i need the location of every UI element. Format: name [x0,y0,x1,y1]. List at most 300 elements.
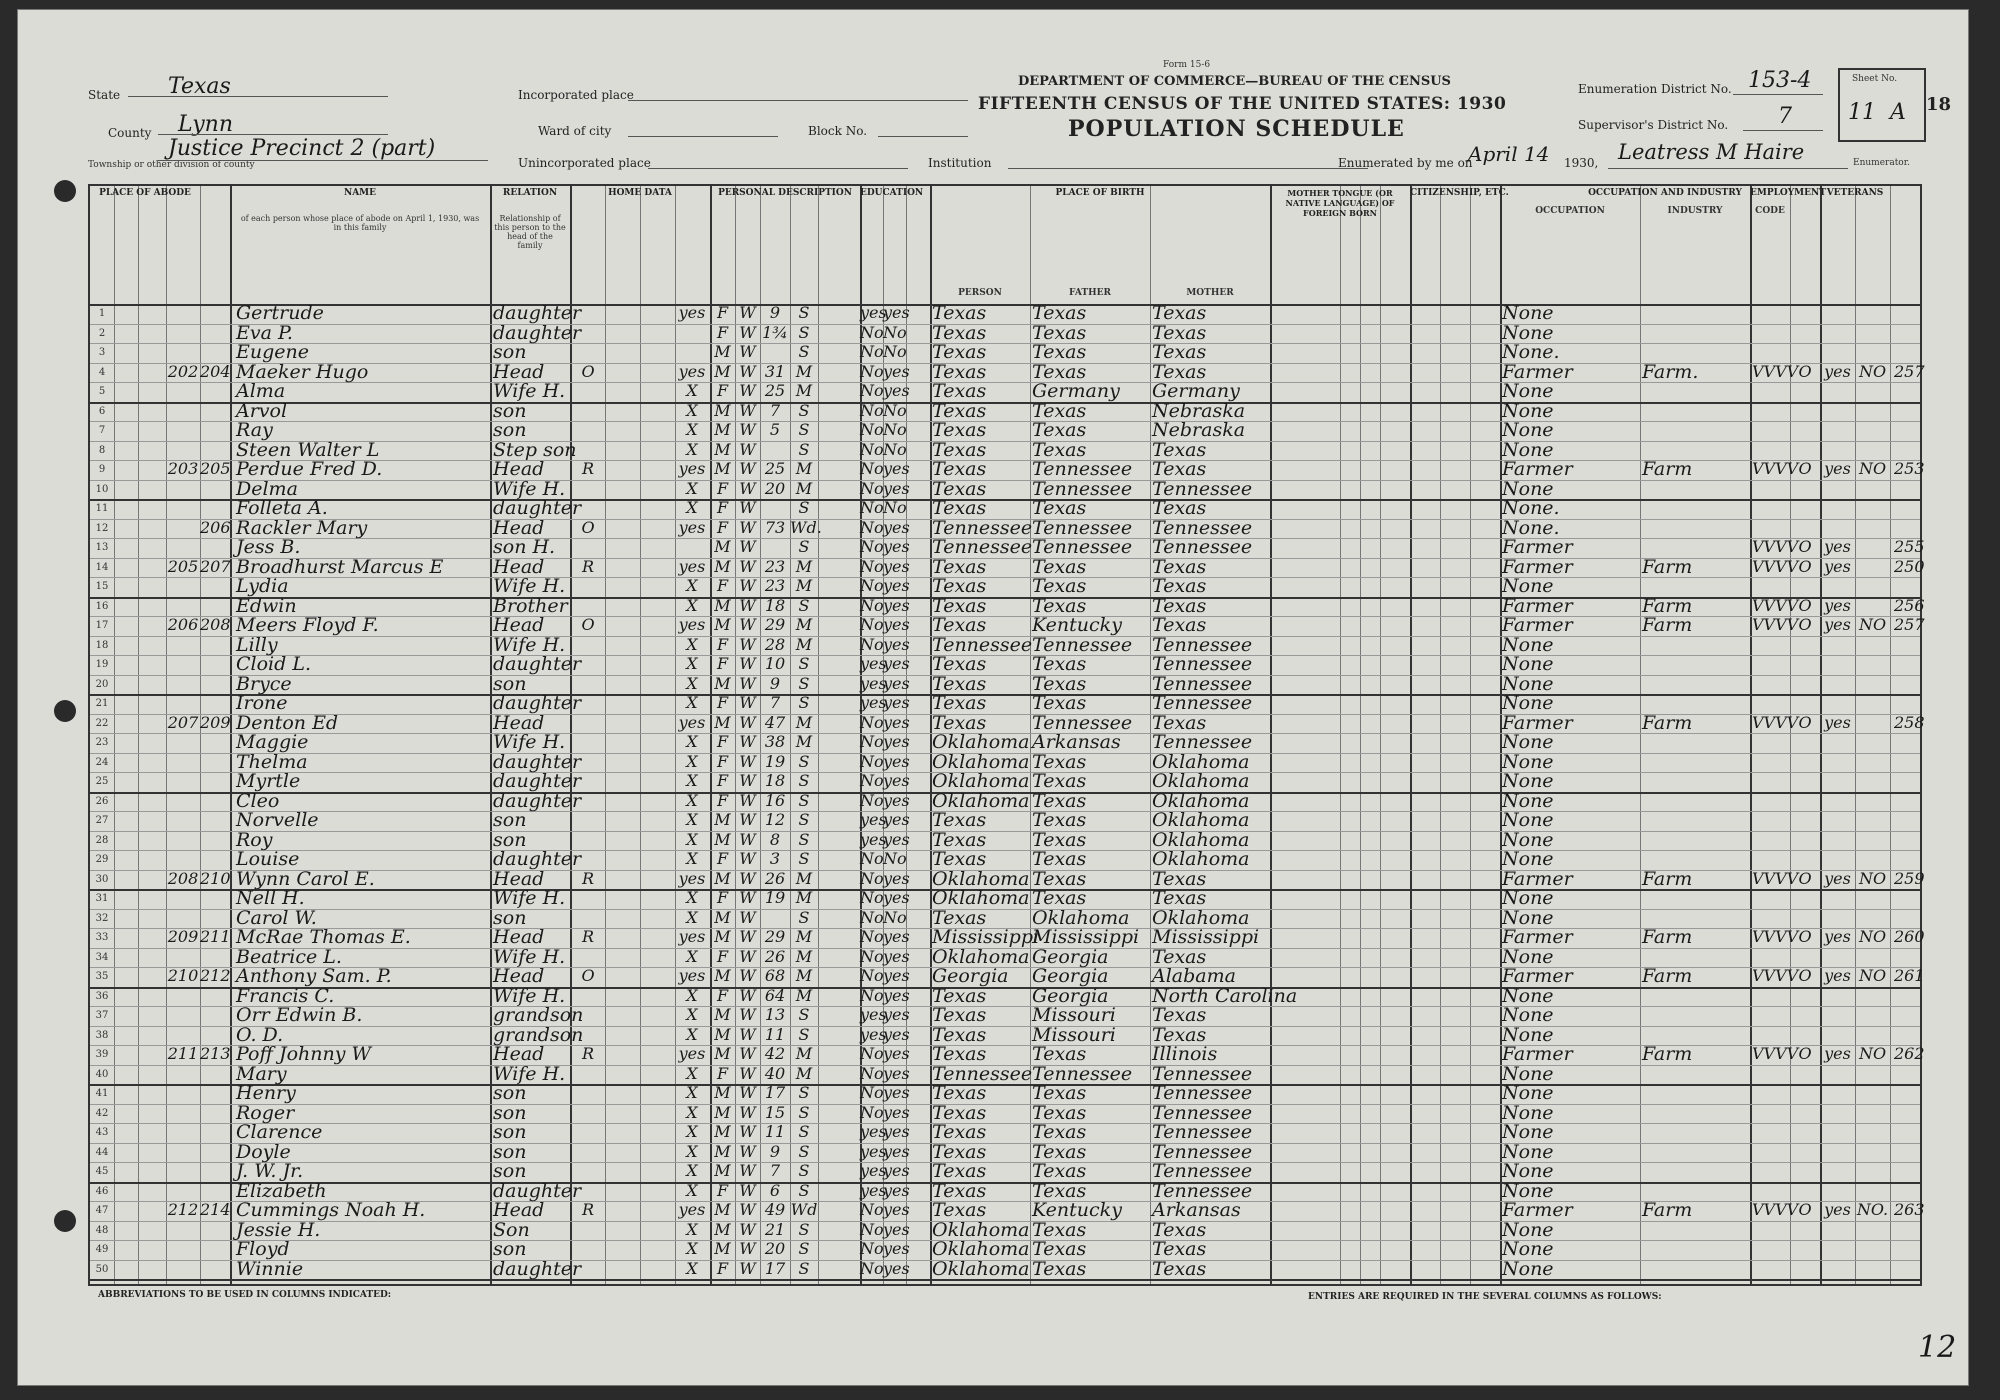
row-number: 44 [95,1146,109,1158]
cell-mar: M [795,1044,813,1063]
row-number: 26 [95,795,109,807]
cell-read: yes [883,1141,910,1161]
cell-rel: daughter [493,848,582,870]
column-rule [1890,186,1891,1284]
cell-race: W [739,829,756,849]
row-number: 12 [95,522,109,534]
cell-rel: son [493,1101,527,1124]
enumerator-label: Enumerator. [1853,158,1910,168]
cell-occ: None [1502,672,1554,695]
enumerator-name: Leatress M Haire [1618,140,1805,164]
cell-occ: Farmer [1502,614,1573,636]
column-rule [1790,186,1791,1284]
group-home: HOME DATA [608,188,672,198]
cell-occ: None [1502,302,1554,324]
cell-fbp: Texas [1032,1218,1087,1241]
column-rule [605,186,606,1284]
row-number: 23 [95,737,109,748]
cell-read: yes [883,537,910,556]
cell-race: W [739,966,756,985]
cell-farm-number: 261 [1894,966,1925,985]
row-number: 50 [95,1263,109,1275]
group-occupation: OCCUPATION AND INDUSTRY [1588,188,1742,198]
cell-farm: X [686,478,698,498]
column-rule [1820,186,1822,1284]
cell-ind: Farm [1642,1043,1693,1065]
cell-occ: None. [1502,341,1560,363]
cell-mbp: Texas [1152,575,1207,597]
cell-school: No [860,966,884,985]
cell-school: No [860,985,884,1005]
cell-farm: X [686,732,698,751]
cell-bp: Texas [932,1023,987,1046]
cell-race: W [739,420,756,439]
cell-sex: M [714,829,731,849]
cell-mbp: North Carolina [1152,984,1298,1007]
cell-mbp: Oklahoma [1152,770,1250,792]
cell-mbp: Texas [1152,945,1207,968]
cell-fbp: Kentucky [1032,1199,1122,1221]
cell-name: O. D. [236,1023,284,1046]
cell-fbp: Texas [1032,497,1087,519]
cell-occ: None [1502,1257,1554,1280]
row-number: 6 [98,405,106,417]
cell-name: Edwin [236,594,297,617]
cell-work: yes [1824,459,1851,478]
cell-fbp: Texas [1032,828,1087,851]
cell-age: 6 [769,1180,781,1200]
cell-sex: F [716,654,729,673]
cell-school: No [860,498,884,517]
cell-bp: Texas [932,302,987,324]
enumerated-label: Enumerated by me on [1338,156,1473,170]
cell-mar: S [798,790,810,810]
cell-read: yes [883,1239,910,1258]
cell-home: R [581,1044,595,1063]
cell-occ: None [1502,906,1554,929]
cell-sex: M [714,907,731,927]
cell-age: 5 [769,420,781,439]
cell-farm: yes [678,966,706,985]
cell-school: No [860,342,884,361]
cell-mbp: Nebraska [1152,419,1246,441]
cell-mbp: Tennessee [1152,653,1253,675]
cell-name: Doyle [236,1140,291,1163]
cell-fbp: Texas [1032,594,1087,617]
cell-rel: daughter [493,692,582,714]
cell-name: Meers Floyd F. [236,614,379,636]
cell-occ: Farmer [1502,555,1573,578]
cell-school: No [860,790,884,810]
cell-sex: M [714,459,731,478]
cell-rel: son H. [493,536,556,558]
cell-mbp: Tennessee [1152,1082,1253,1104]
cell-school: yes [860,1122,887,1141]
cell-rel: Son [493,1218,530,1241]
cell-fbp: Texas [1032,575,1087,597]
cell-bp: Texas [932,653,987,675]
cell-rel: Head [493,926,545,948]
cell-farm: X [686,673,698,693]
cell-farm: X [686,771,698,790]
cell-occ: None [1502,419,1554,441]
cell-fbp: Texas [1032,438,1087,461]
cell-mbp: Nebraska [1152,399,1246,422]
cell-fam: 213 [200,1044,231,1063]
cell-school: No [860,1102,884,1122]
cell-mar: S [798,1024,810,1044]
cell-name: Norvelle [236,809,319,831]
cell-school: No [860,361,884,381]
cell-sex: M [714,868,731,888]
cell-sex: M [714,556,731,576]
cell-age: 1¾ [762,322,788,342]
cell-mar: S [798,1102,810,1122]
cell-ind: Farm [1642,926,1693,948]
cell-code: VVVV [1752,361,1799,381]
row-number: 21 [95,698,109,709]
cell-race: W [739,654,756,673]
cell-mar: S [798,810,810,829]
cell-sex: M [714,1239,731,1258]
cell-mbp: Tennessee [1152,516,1253,539]
birth-mother-head: MOTHER [1186,288,1234,298]
department-title: DEPARTMENT OF COMMERCE—BUREAU OF THE CENSUS [1018,74,1451,89]
cell-race: W [739,1005,756,1024]
cell-sex: F [716,478,729,498]
cell-vet: NO [1858,615,1887,634]
cell-rel: Brother [493,594,568,617]
cell-occ: None [1502,828,1554,851]
cell-sex: M [714,1141,731,1161]
cell-fbp: Texas [1032,1043,1087,1065]
cell-name: Thelma [236,750,308,773]
cell-school: No [860,1083,884,1102]
cell-mbp: Texas [1152,1238,1207,1260]
cell-rel: Head [493,867,545,890]
cell-school: yes [860,303,887,322]
cell-farm: yes [678,927,706,946]
cell-farm-number: 259 [1894,868,1925,888]
cell-name: Eva P. [236,321,293,344]
cell-read: No [883,907,907,927]
cell-mar: S [798,420,810,439]
cell-race: W [739,1063,756,1083]
cell-farm: X [686,576,698,595]
cell-read: yes [883,751,910,771]
cell-name: Mary [236,1062,287,1085]
cell-rel: son [493,1238,527,1260]
cell-rel: son [493,672,527,695]
institution-label: Institution [928,156,992,170]
cell-bp: Tennessee [932,1062,1033,1085]
cell-mar: S [798,1258,810,1278]
cell-vet: NO. [1856,1200,1889,1219]
cell-mar: S [798,303,810,322]
column-rule [1380,186,1381,1284]
cell-mbp: Texas [1152,497,1207,519]
cell-wc: O [1798,868,1812,888]
cell-read: yes [883,615,910,634]
cell-fbp: Tennessee [1032,516,1133,539]
cell-age: 29 [764,927,786,946]
cell-farm: X [686,1024,698,1044]
cell-name: J. W. Jr. [236,1160,304,1182]
cell-sex: M [714,673,731,693]
cell-rel: daughter [493,1257,582,1280]
cell-farm: X [686,1102,698,1122]
cell-rel: son [493,1160,527,1182]
cell-school: No [860,849,884,868]
cell-name: Elizabeth [236,1179,327,1202]
cell-sex: F [716,1180,729,1200]
cell-read: yes [883,712,910,732]
cell-code: VVVV [1752,595,1799,615]
cell-mar: M [795,478,813,498]
cell-read: yes [883,1258,910,1278]
cell-work: yes [1824,537,1851,556]
cell-fbp: Mississippi [1032,926,1140,948]
cell-rel: son [493,1140,527,1163]
cell-name: Cummings Noah H. [236,1199,426,1221]
column-rule [1340,186,1341,1284]
cell-farm-number: 263 [1894,1200,1925,1219]
cell-school: No [860,771,884,790]
column-rule [1360,186,1361,1284]
cell-occ: None [1502,887,1554,909]
row-number: 46 [95,1185,109,1197]
cell-occ: None [1502,770,1554,792]
cell-wc: O [1798,361,1812,381]
cell-farm: X [686,829,698,849]
cell-sex: M [714,615,731,634]
cell-occ: None [1502,809,1554,831]
cell-fbp: Texas [1032,867,1087,890]
cell-read: yes [883,303,910,322]
cell-occ: Farmer [1502,458,1573,480]
cell-age: 17 [764,1083,786,1102]
cell-read: yes [883,459,910,478]
cell-read: yes [883,966,910,985]
cell-mar: M [795,615,813,634]
cell-race: W [739,361,756,381]
cell-bp: Texas [932,380,987,402]
cell-vet: NO [1858,361,1887,381]
cell-name: Alma [236,380,286,402]
cell-mbp: Texas [1152,867,1207,890]
cell-mbp: Arkansas [1152,1199,1241,1221]
cell-occ: None [1502,321,1554,344]
row-number: 35 [95,971,109,982]
row-number: 13 [95,542,109,553]
cell-fbp: Texas [1032,1121,1087,1143]
cell-race: W [739,868,756,888]
column-rule [1030,186,1031,1284]
cell-ind: Farm [1642,711,1693,734]
cell-fbp: Georgia [1032,965,1109,987]
year-label: 1930, [1564,156,1599,170]
cell-code: VVVV [1752,712,1799,732]
group-education: EDUCATION [860,188,924,198]
cell-mbp: Texas [1152,594,1207,617]
cell-code: VVVV [1752,1044,1799,1063]
cell-farm: X [686,1005,698,1024]
cell-bp: Texas [932,809,987,831]
cell-rel: Wife H. [493,575,566,597]
cell-farm: X [686,693,698,712]
cell-wc: O [1798,615,1812,634]
cell-mbp: Texas [1152,1257,1207,1280]
row-number: 24 [95,756,109,768]
cell-mbp: Texas [1152,1218,1207,1241]
cell-name: Floyd [236,1238,290,1260]
sheet-number-box [1838,68,1926,142]
cell-mar: S [798,771,810,790]
cell-mar: M [795,634,813,654]
cell-age: 64 [764,985,786,1005]
cell-school: No [860,556,884,576]
cell-bp: Texas [932,594,987,617]
cell-bp: Texas [932,711,987,734]
cell-sex: F [716,693,729,712]
cell-school: No [860,732,884,751]
cell-farm-number: 260 [1894,927,1925,946]
cell-bp: Texas [932,321,987,344]
cell-sex: F [716,303,729,322]
cell-race: W [739,1122,756,1141]
cell-rel: daughter [493,750,582,773]
cell-ind: Farm [1642,594,1693,617]
cell-dw: 212 [167,1200,199,1219]
cell-mbp: Tennessee [1152,633,1253,656]
cell-work: yes [1824,868,1851,888]
cell-mbp: Tennessee [1152,1140,1253,1163]
cell-occ: None [1502,1218,1554,1241]
row-number: 2 [98,327,106,339]
cell-age: 7 [769,400,781,420]
cell-mar: Wd [790,1200,818,1219]
cell-age: 11 [764,1122,786,1141]
cell-rel: Wife H. [493,731,566,753]
cell-age: 38 [764,732,786,751]
cell-race: W [739,478,756,498]
cell-occ: None [1502,1101,1554,1124]
cell-race: W [739,849,756,868]
cell-race: W [739,1024,756,1044]
cell-occ: None [1502,477,1554,500]
cell-rel: son [493,809,527,831]
cell-read: yes [883,732,910,751]
cell-age: 18 [764,595,786,615]
cell-farm-number: 250 [1894,556,1925,576]
cell-code: VVVV [1752,868,1799,888]
cell-rel: Wife H. [493,380,566,402]
cell-home: R [581,927,595,946]
binder-hole [54,700,76,722]
cell-name: Eugene [236,341,309,363]
cell-ind: Farm [1642,965,1693,987]
cell-farm: yes [678,712,706,732]
cell-dw: 202 [167,361,199,381]
cell-school: yes [860,1180,887,1200]
cell-race: W [739,1083,756,1102]
cell-mar: S [798,439,810,459]
cell-name: Jess B. [236,536,301,558]
cell-read: yes [883,361,910,381]
cell-occ: None. [1502,516,1560,539]
cell-race: W [739,1219,756,1239]
census-title: FIFTEENTH CENSUS OF THE UNITED STATES: 1930 [978,94,1507,114]
cell-wc: O [1798,712,1812,732]
cell-school: yes [860,1024,887,1044]
cell-name: Beatrice L. [236,945,342,968]
cell-mbp: Texas [1152,1004,1207,1026]
row-number: 17 [95,620,109,631]
cell-mbp: Tennessee [1152,477,1253,500]
census-sheet [18,10,1968,1385]
cell-vet: NO [1858,459,1887,478]
cell-fbp: Texas [1032,1082,1087,1104]
birth-person-head: PERSON [958,288,1002,298]
cell-name: Carol W. [236,906,317,929]
row-number: 48 [95,1224,109,1236]
cell-farm-number: 257 [1894,361,1925,381]
cell-school: yes [860,1141,887,1161]
cell-bp: Texas [932,984,987,1007]
column-rule [1410,186,1412,1284]
cell-vet: NO [1858,927,1887,946]
cell-bp: Texas [932,1101,987,1124]
cell-fbp: Oklahoma [1032,906,1130,929]
cell-fam: 205 [200,459,231,478]
cell-sex: M [714,439,731,459]
cell-mar: S [798,1161,810,1180]
cell-name: Bryce [236,672,292,695]
cell-bp: Texas [932,360,987,383]
cell-name: Perdue Fred D. [236,458,383,480]
sheet-label: Sheet No. [1852,74,1898,84]
cell-race: W [739,498,756,517]
group-veterans: VETERANS [1826,188,1884,198]
cell-fbp: Texas [1032,321,1087,344]
cell-dw: 203 [167,459,199,478]
cell-sex: M [714,1122,731,1141]
cell-school: No [860,1200,884,1219]
cell-age: 21 [764,1219,786,1239]
cell-school: No [860,595,884,615]
cell-mbp: Texas [1152,614,1207,636]
row-number: 47 [95,1205,109,1216]
cell-mar: S [798,693,810,712]
cell-farm: X [686,400,698,420]
cell-bp: Texas [932,1140,987,1163]
cell-bp: Oklahoma [932,731,1030,753]
cell-mbp: Tennessee [1152,1101,1253,1124]
cell-school: yes [860,1161,887,1180]
row-number: 15 [95,581,109,592]
cell-bp: Texas [932,1004,987,1026]
cell-ind: Farm [1642,614,1693,636]
cell-age: 23 [764,556,786,576]
block-label: Block No. [808,124,868,138]
cell-school: No [860,927,884,946]
column-rule [166,186,167,1284]
cell-name: Delma [236,477,298,500]
cell-school: No [860,712,884,732]
cell-bp: Oklahoma [932,789,1030,812]
cell-school: No [860,1063,884,1083]
cell-sex: M [714,1024,731,1044]
